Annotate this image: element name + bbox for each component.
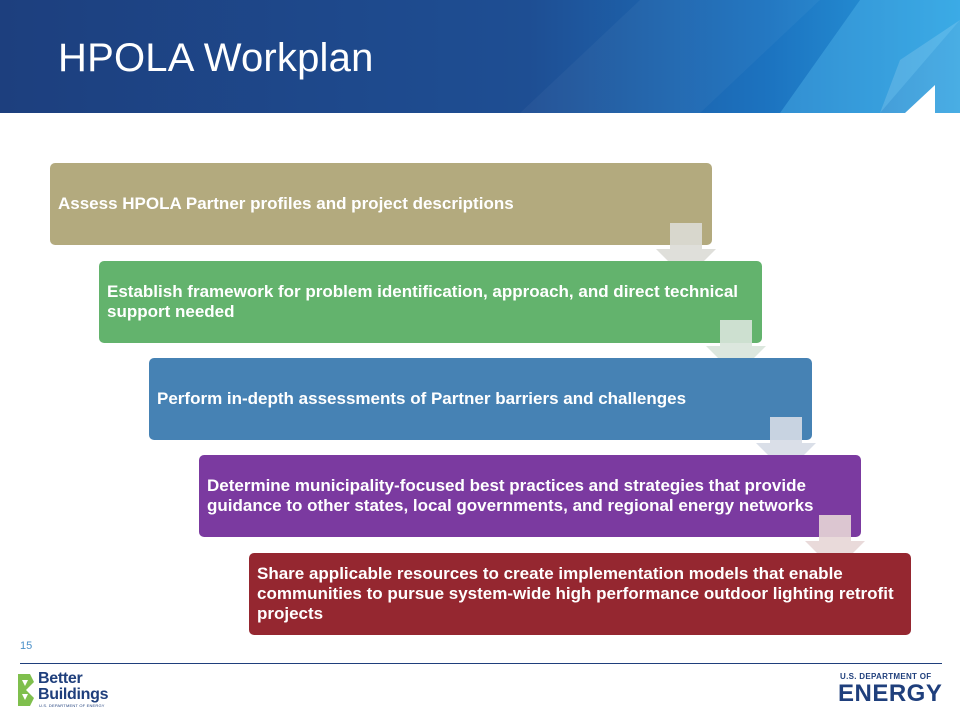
better-buildings-logo [16,670,126,712]
doe-logo-top: U.S. DEPARTMENT OF [840,672,932,681]
title-banner [0,0,960,113]
page-title: HPOLA Workplan [58,36,374,80]
step-3-label: Perform in-depth assessments of Partner barriers and challenges [157,389,687,408]
step-5-label: Share applicable resources to create implementation models that enable communities to pursue system-wide high performance outdoor lighting retrofit projects [257,564,894,623]
step-2-label: Establish framework for problem identification, approach, and direct technical support needed [107,282,739,321]
step-4-label: Determine municipality-focused best practices and strategies that provide guidance to other states, local governments, and regional energy networks [207,476,814,515]
better-buildings-mark-icon [16,672,36,708]
footer-divider [20,663,942,664]
workplan-step-2 [99,261,762,343]
doe-logo [836,672,946,712]
workplan-step-1 [50,163,712,245]
better-buildings-line1: Better [38,670,83,687]
step-1-label: Assess HPOLA Partner profiles and project descriptions [58,194,514,213]
better-buildings-wordmark [38,671,108,703]
workplan-step-4 [199,455,861,537]
better-buildings-sub: U.S. DEPARTMENT OF ENERGY [39,703,105,708]
doe-logo-main: ENERGY [838,680,943,707]
page-number: 15 [20,640,33,652]
workplan-step-5 [249,553,911,635]
workplan-step-3 [149,358,812,440]
better-buildings-line2: Buildings [38,686,109,703]
